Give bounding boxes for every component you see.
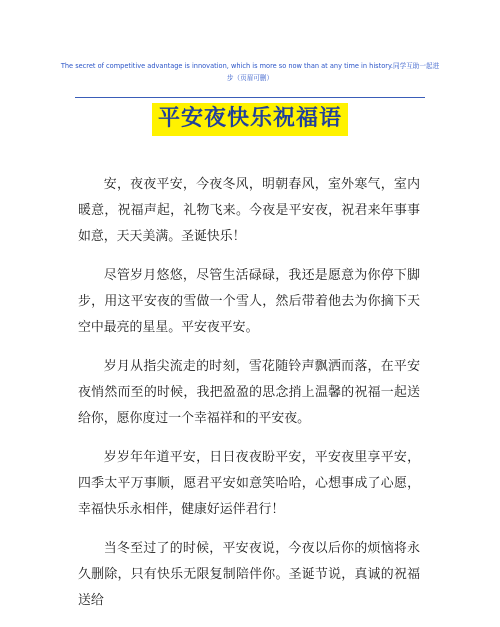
page-header <box>60 60 440 84</box>
header-chinese-text: 同学互助一起进步（页眉可删） <box>226 62 440 82</box>
document-body <box>78 172 420 627</box>
paragraph: 当冬至过了的时候，平安夜说，今夜以后你的烦恼将永久删除，只有快乐无限复制陪伴你。圣诞节说，真诚的祝福送给 <box>78 541 420 608</box>
paragraph: 尽管岁月悠悠，尽管生活碌碌，我还是愿意为你停下脚步，用这平安夜的雪做一个雪人，然后带着他去为你摘下天空中最亮的星星。平安夜平安。 <box>78 268 420 335</box>
title-container <box>0 103 500 136</box>
paragraph: 岁岁年年道平安，日日夜夜盼平安，平安夜里享平安，四季太平万事顺，愿君平安如意笑哈哈，心想事成了心愿，幸福快乐永相伴，健康好运伴君行！ <box>78 450 420 517</box>
header-english-text: The secret of competitive advantage is innovation, which is more so now than at any time in history. <box>60 62 394 70</box>
paragraph: 岁月从指尖流走的时刻，雪花随铃声飘洒而落，在平安夜悄然而至的时候，我把盈盈的思念捎上温馨的祝福一起送给你，愿你度过一个幸福祥和的平安夜。 <box>78 359 420 426</box>
paragraph: 安，夜夜平安，今夜冬风，明朝春风，室外寒气，室内暖意，祝福声起，礼物飞来。今夜是平安夜，祝君来年事事如意，天天美满。圣诞快乐！ <box>78 177 420 244</box>
header-divider <box>75 97 425 98</box>
document-title: 平安夜快乐祝福语 <box>152 103 348 136</box>
